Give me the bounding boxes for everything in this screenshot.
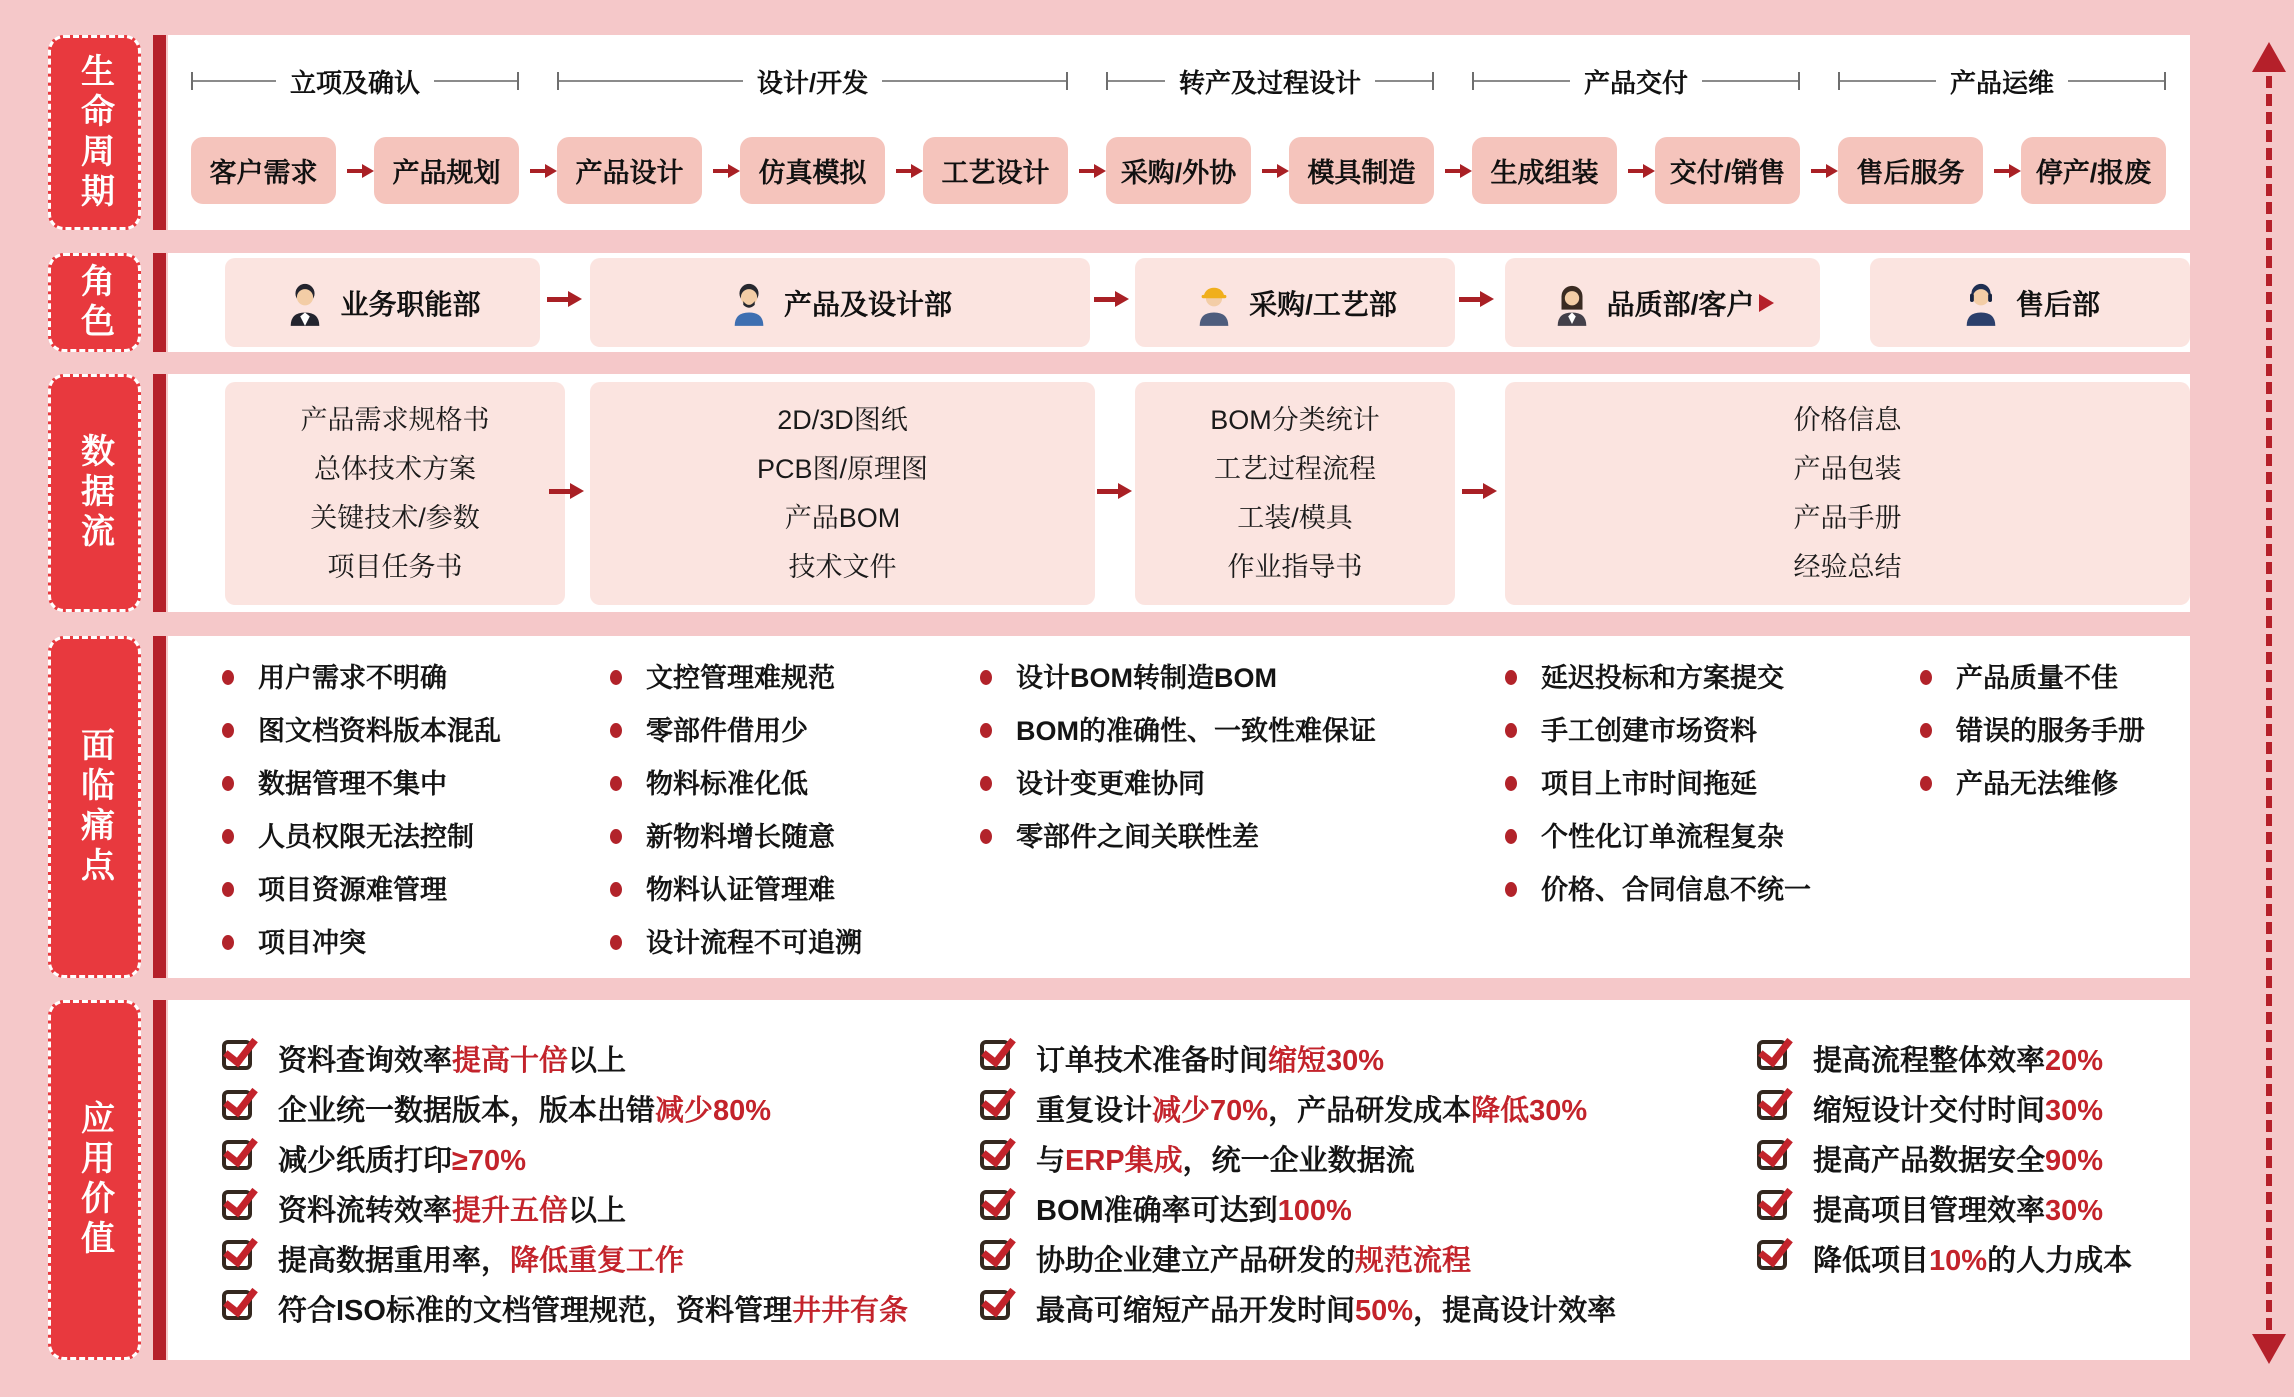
bullet-icon (980, 670, 992, 685)
phase-label: 转产及过程设计 (1179, 67, 1362, 98)
pain-item: 项目资源难管理 (222, 875, 610, 906)
pain-column (980, 663, 1505, 978)
lifecycle-stage: 产品设计 (557, 137, 702, 204)
value-item: 提高数据重用率，降低重复工作 (222, 1238, 980, 1271)
value-item: 降低项目10%的人力成本 (1757, 1238, 2187, 1271)
checkbox-icon (1757, 1090, 1787, 1120)
value-item: 提高流程整体效率20% (1757, 1038, 2187, 1071)
lifecycle-stage: 交付/销售 (1655, 137, 1800, 204)
bullet-icon (980, 723, 992, 738)
aftersales-icon (1960, 280, 2002, 326)
checkbox-icon (980, 1040, 1010, 1070)
checkbox-icon (222, 1240, 252, 1270)
value-item: 协助企业建立产品研发的规范流程 (980, 1238, 1757, 1271)
value-column (222, 1038, 980, 1360)
bracket-line (193, 80, 276, 82)
checkbox-icon (222, 1290, 252, 1320)
bullet-icon (222, 776, 234, 791)
designer-icon (728, 280, 770, 326)
bracket-line (559, 80, 743, 82)
lifecycle-panel (168, 35, 2190, 230)
phase-bracket (557, 63, 1068, 99)
pain-item: 设计流程不可追溯 (610, 928, 980, 959)
arrow-right-icon (530, 169, 546, 173)
dataflow-item: 产品需求规格书 (300, 404, 490, 435)
checkbox-icon (1757, 1040, 1787, 1070)
accent-bar (153, 35, 166, 230)
pain-item: 新物料增长随意 (610, 822, 980, 853)
dataflow-item: 技术文件 (788, 551, 897, 582)
checkbox-icon (1757, 1190, 1787, 1220)
lifecycle-stage: 售后服务 (1838, 137, 1983, 204)
arrow-right-icon (713, 169, 729, 173)
section-label-painpoints (48, 636, 141, 978)
pain-column (222, 663, 610, 978)
bullet-icon (980, 829, 992, 844)
bullet-icon (1920, 776, 1932, 791)
accent-bar (153, 253, 166, 352)
pain-item: 产品无法维修 (1920, 769, 2190, 800)
value-item: 提高产品数据安全90% (1757, 1138, 2187, 1171)
accent-bar (153, 636, 166, 978)
checkbox-icon (980, 1190, 1010, 1220)
pain-item: 产品质量不佳 (1920, 663, 2190, 694)
lifecycle-phase-row (191, 63, 2167, 99)
lifecycle-stage-row (191, 137, 2167, 204)
bullet-icon (610, 670, 622, 685)
lifecycle-stage: 停产/报废 (2021, 137, 2166, 204)
value-item: 缩短设计交付时间30% (1757, 1088, 2187, 1121)
lifecycle-stage: 生成组装 (1472, 137, 1617, 204)
checkbox-icon (222, 1140, 252, 1170)
dataflow-item: BOM分类统计 (1210, 404, 1380, 435)
value-item: 重复设计减少70%，产品研发成本降低30% (980, 1088, 1757, 1121)
phase-label: 产品交付 (1584, 67, 1689, 98)
section-label-text: 生命周期 (75, 52, 114, 213)
role-box-design (590, 258, 1090, 347)
dataflow-item: 作业指导书 (1227, 551, 1363, 582)
bullet-icon (1505, 829, 1517, 844)
dataflow-item: 工艺过程流程 (1214, 453, 1376, 484)
section-label-lifecycle (48, 35, 141, 230)
value-panel (168, 1000, 2190, 1360)
role-box-aftersales (1870, 258, 2190, 347)
pain-item: BOM的准确性、一致性难保证 (980, 716, 1505, 747)
pain-item: 用户需求不明确 (222, 663, 610, 694)
arrow-right-icon (1462, 489, 1484, 494)
timeline-dashed-line (2250, 42, 2288, 1364)
bullet-icon (1505, 776, 1517, 791)
arrow-right-icon (1097, 489, 1119, 494)
quality-icon (1551, 280, 1593, 326)
pain-column (1505, 663, 1920, 978)
bracket-line (1375, 80, 1432, 82)
lifecycle-stage: 采购/外协 (1106, 137, 1251, 204)
pain-item: 图文档资料版本混乱 (222, 716, 610, 747)
bracket-tick (2164, 72, 2166, 90)
bracket-line (1474, 80, 1570, 82)
value-item: BOM准确率可达到100% (980, 1188, 1757, 1221)
value-item: 提高项目管理效率30% (1757, 1188, 2187, 1221)
checkbox-icon (222, 1190, 252, 1220)
section-label-text: 面临痛点 (75, 727, 114, 887)
roles-panel (168, 253, 2190, 352)
value-item: 与ERP集成，统一企业数据流 (980, 1138, 1757, 1171)
phase-bracket (191, 63, 519, 99)
checkbox-icon (222, 1090, 252, 1120)
value-item: 符合ISO标准的文档管理规范，资料管理井井有条 (222, 1288, 980, 1321)
bullet-icon (1920, 723, 1932, 738)
pain-item: 个性化订单流程复杂 (1505, 822, 1920, 853)
dataflow-box (590, 382, 1095, 605)
section-label-dataflow (48, 374, 141, 612)
bullet-icon (222, 670, 234, 685)
bullet-icon (610, 723, 622, 738)
role-box-business (225, 258, 540, 347)
arrow-right-icon (1994, 169, 2010, 173)
checkbox-icon (980, 1140, 1010, 1170)
role-box-procurement (1135, 258, 1455, 347)
value-item: 最高可缩短产品开发时间50%，提高设计效率 (980, 1288, 1757, 1321)
bracket-line (1108, 80, 1165, 82)
worker-icon (1193, 280, 1235, 326)
phase-label: 设计/开发 (756, 67, 869, 98)
value-item: 企业统一数据版本，版本出错减少80% (222, 1088, 980, 1121)
dataflow-item: 产品包装 (1793, 453, 1902, 484)
bullet-icon (1505, 723, 1517, 738)
pain-item: 项目上市时间拖延 (1505, 769, 1920, 800)
pain-item: 文控管理难规范 (610, 663, 980, 694)
dataflow-item: PCB图/原理图 (756, 453, 929, 484)
painpoints-panel (168, 636, 2190, 978)
checkbox-icon (1757, 1240, 1787, 1270)
pain-item: 手工创建市场资料 (1505, 716, 1920, 747)
lifecycle-stage: 客户需求 (191, 137, 336, 204)
bullet-icon (1920, 670, 1932, 685)
arrow-right-icon (896, 169, 912, 173)
bullet-icon (222, 935, 234, 950)
dataflow-item: 2D/3D图纸 (777, 404, 908, 435)
dataflow-box (1135, 382, 1455, 605)
value-item: 资料流转效率提升五倍以上 (222, 1188, 980, 1221)
bracket-line (434, 80, 517, 82)
arrow-right-icon (1759, 294, 1774, 312)
phase-label: 立项及确认 (290, 67, 421, 98)
checkbox-icon (1757, 1140, 1787, 1170)
dataflow-box (1505, 382, 2190, 605)
arrow-right-icon (1445, 169, 1461, 173)
arrow-up-icon (2252, 42, 2286, 72)
checkbox-icon (980, 1240, 1010, 1270)
pain-item: 零部件借用少 (610, 716, 980, 747)
pain-column (1920, 663, 2190, 978)
accent-bar (153, 374, 166, 612)
pain-item: 设计变更难协同 (980, 769, 1505, 800)
dashed-line (2266, 76, 2272, 1330)
arrow-right-icon (547, 297, 569, 302)
section-label-roles (48, 253, 141, 352)
arrow-right-icon (1094, 297, 1116, 302)
pain-item: 错误的服务手册 (1920, 716, 2190, 747)
pain-item: 项目冲突 (222, 928, 610, 959)
dataflow-panel (168, 374, 2190, 612)
role-label: 售后部 (2015, 288, 2100, 320)
pain-item: 价格、合同信息不统一 (1505, 875, 1920, 906)
section-label-text: 角色 (75, 262, 114, 343)
pain-column (610, 663, 980, 978)
pain-item: 数据管理不集中 (222, 769, 610, 800)
role-label: 产品及设计部 (783, 288, 952, 320)
dataflow-item: 经验总结 (1793, 551, 1902, 582)
arrow-right-icon (1459, 297, 1481, 302)
arrow-down-icon (2252, 1334, 2286, 1364)
section-label-text: 应用价值 (75, 1100, 114, 1260)
bullet-icon (222, 723, 234, 738)
bracket-line (1840, 80, 1936, 82)
pain-item: 人员权限无法控制 (222, 822, 610, 853)
dataflow-item: 产品手册 (1793, 502, 1902, 533)
section-label-value (48, 1000, 141, 1360)
bullet-icon (610, 829, 622, 844)
checkbox-icon (980, 1290, 1010, 1320)
bullet-icon (980, 776, 992, 791)
dataflow-item: 项目任务书 (327, 551, 463, 582)
pain-item: 物料标准化低 (610, 769, 980, 800)
value-item: 资料查询效率提高十倍以上 (222, 1038, 980, 1071)
dataflow-item: 工装/模具 (1237, 502, 1353, 533)
phase-bracket (1106, 63, 1434, 99)
lifecycle-stage: 产品规划 (374, 137, 519, 204)
dataflow-item: 产品BOM (784, 502, 901, 533)
pain-item: 零部件之间关联性差 (980, 822, 1505, 853)
phase-label: 产品运维 (1950, 67, 2055, 98)
lifecycle-stage: 模具制造 (1289, 137, 1434, 204)
bullet-icon (222, 882, 234, 897)
dataflow-item: 总体技术方案 (314, 453, 476, 484)
bullet-icon (222, 829, 234, 844)
role-label: 采购/工艺部 (1249, 288, 1397, 320)
bracket-line (1702, 80, 1798, 82)
pain-item: 设计BOM转制造BOM (980, 663, 1505, 694)
value-column (1757, 1038, 2187, 1360)
dataflow-box (225, 382, 565, 605)
bullet-icon (610, 776, 622, 791)
businessman-icon (284, 280, 326, 326)
bullet-icon (1505, 882, 1517, 897)
lifecycle-stage: 工艺设计 (923, 137, 1068, 204)
bracket-line (2068, 80, 2164, 82)
pain-item: 延迟投标和方案提交 (1505, 663, 1920, 694)
value-column (980, 1038, 1757, 1360)
pain-item: 物料认证管理难 (610, 875, 980, 906)
lifecycle-stage: 仿真模拟 (740, 137, 885, 204)
value-item: 减少纸质打印≥70% (222, 1138, 980, 1171)
dataflow-item: 价格信息 (1793, 404, 1902, 435)
arrow-right-icon (1628, 169, 1644, 173)
arrow-right-icon (1079, 169, 1095, 173)
phase-bracket (1472, 63, 1800, 99)
bracket-line (882, 80, 1066, 82)
bullet-icon (610, 935, 622, 950)
arrow-right-icon (1262, 169, 1278, 173)
arrow-right-icon (549, 489, 571, 494)
accent-bar (153, 1000, 166, 1360)
checkbox-icon (222, 1040, 252, 1070)
bullet-icon (1505, 670, 1517, 685)
arrow-right-icon (1811, 169, 1827, 173)
arrow-right-icon (347, 169, 363, 173)
bullet-icon (610, 882, 622, 897)
role-box-quality (1505, 258, 1820, 347)
section-label-text: 数据流 (75, 433, 114, 553)
phase-bracket (1838, 63, 2166, 99)
value-item: 订单技术准备时间缩短30% (980, 1038, 1757, 1071)
role-label: 品质部/客户 (1606, 288, 1755, 320)
role-label: 业务职能部 (340, 288, 481, 320)
checkbox-icon (980, 1090, 1010, 1120)
dataflow-item: 关键技术/参数 (310, 502, 480, 533)
